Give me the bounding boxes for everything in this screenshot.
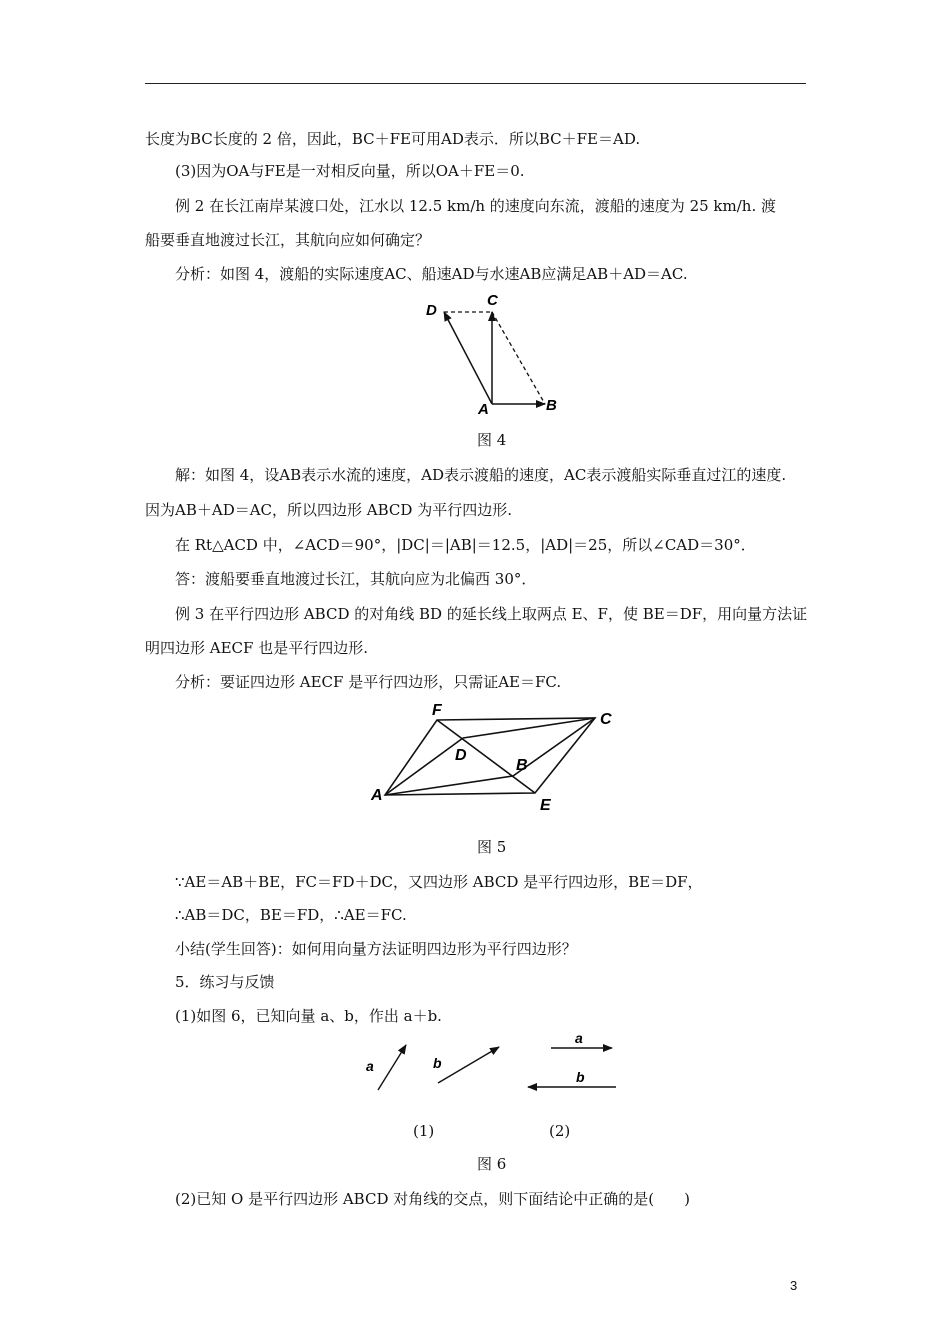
- text-line-7: 因为AB＋AD＝AC，所以四边形 ABCD 为平行四边形.: [145, 501, 512, 519]
- label-a-1: a: [366, 1058, 374, 1074]
- vector-ad: [444, 312, 492, 404]
- text-line-13: ∵AE＝AB＋BE，FC＝FD＋DC，又四边形 ABCD 是平行四边形，BE＝DF，: [175, 873, 703, 891]
- dashed-cb: [492, 312, 545, 404]
- segment-ab: [385, 776, 513, 795]
- text-line-4: 船要垂直地渡过长江，其航向应如何确定？: [145, 231, 431, 249]
- label-b: B: [546, 397, 557, 414]
- figure-5-caption: 图 5: [477, 838, 507, 856]
- label-b-2: b: [576, 1069, 585, 1085]
- vector-a-1: [378, 1045, 406, 1090]
- header-rule: [145, 83, 806, 84]
- label-c: C: [487, 292, 498, 309]
- text-line-8: 在 Rt△ACD 中，∠ACD＝90°，|DC|＝|AB|＝12.5，|AD|＝25，所以∠CAD＝30°．: [175, 536, 756, 554]
- label-f: F: [432, 702, 442, 719]
- label-b-1: b: [433, 1055, 442, 1071]
- segment-dc: [463, 718, 595, 738]
- parallelogram-aecf: [385, 718, 595, 795]
- figure-4-caption: 图 4: [477, 431, 507, 449]
- label-a-2: a: [575, 1030, 583, 1046]
- figure-4: [415, 288, 575, 418]
- text-line-10: 例 3 在平行四边形 ABCD 的对角线 BD 的延长线上取两点 E、F，使 BE＝DF，用向量方法证: [175, 605, 808, 623]
- text-line-1: 长度为BC长度的 2 倍，因此，BC＋FE可用AD表示．所以BC＋FE＝AD.: [145, 130, 641, 148]
- text-line-16: 5．练习与反馈: [175, 973, 275, 991]
- text-line-17: (1)如图 6，已知向量 a、b，作出 a＋b.: [175, 1007, 442, 1025]
- text-line-14: ∴AB＝DC，BE＝FD，∴AE＝FC.: [175, 906, 407, 924]
- text-line-6: 解：如图 4，设AB表示水流的速度，AD表示渡船的速度，AC表示渡船实际垂直过江的速度.: [175, 466, 787, 484]
- text-line-2: (3)因为OA与FE是一对相反向量，所以OA＋FE＝0.: [175, 162, 525, 180]
- label-a: A: [478, 401, 489, 418]
- page-number: 3: [790, 1278, 798, 1293]
- segment-ad: [385, 738, 463, 795]
- figure-6-caption: 图 6: [477, 1155, 507, 1173]
- label-b: B: [516, 757, 528, 774]
- figure-5: [365, 695, 625, 817]
- figure-6-sub-1: (1): [413, 1122, 435, 1140]
- label-d: D: [426, 302, 437, 319]
- label-d: D: [455, 747, 467, 764]
- label-e: E: [540, 797, 551, 814]
- text-line-5: 分析：如图 4，渡船的实际速度AC、船速AD与水速AB应满足AB＋AD＝AC.: [175, 265, 688, 283]
- figure-6: [355, 1030, 630, 1100]
- text-line-12: 分析：要证四边形 AECF 是平行四边形，只需证AE＝FC.: [175, 673, 562, 691]
- label-a: A: [371, 787, 383, 804]
- text-line-18: (2)已知 O 是平行四边形 ABCD 对角线的交点，则下面结论中正确的是( ): [175, 1190, 690, 1208]
- figure-6-sub-2: (2): [549, 1122, 571, 1140]
- label-c: C: [600, 711, 612, 728]
- text-line-15: 小结(学生回答)：如何用向量方法证明四边形为平行四边形？: [175, 940, 577, 958]
- text-line-3: 例 2 在长江南岸某渡口处，江水以 12.5 km/h 的速度向东流，渡船的速度为 25 km/h. 渡: [175, 197, 776, 215]
- text-line-9: 答：渡船要垂直地渡过长江，其航向应为北偏西 30°．: [175, 570, 537, 588]
- text-line-11: 明四边形 AECF 也是平行四边形.: [145, 639, 368, 657]
- vector-b-1: [438, 1047, 499, 1083]
